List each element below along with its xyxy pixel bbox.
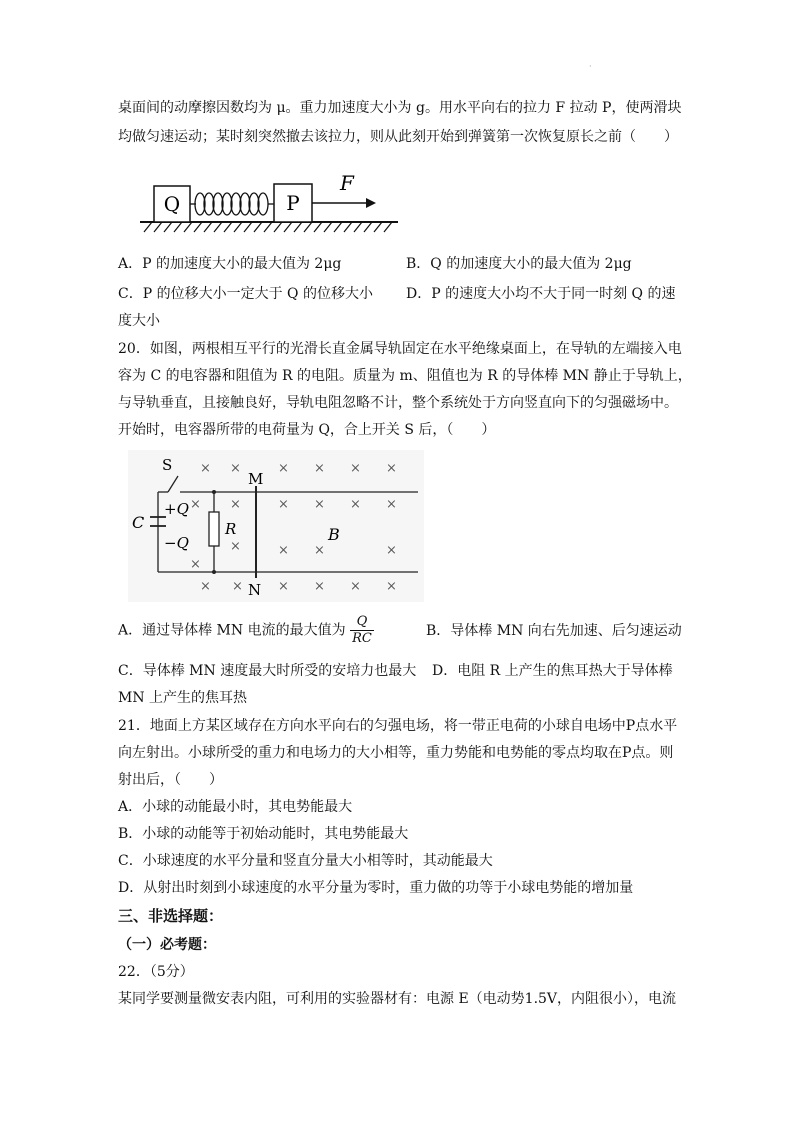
spring (190, 193, 274, 215)
svg-text:×: × (350, 497, 361, 512)
force-label: F (340, 172, 354, 195)
section-subtitle: （一）必考题： (118, 937, 216, 953)
q20-line4: 开始时，电容器所带的电荷量为 Q，合上开关 S 后，（ ） (118, 422, 496, 438)
page-mark: · (589, 62, 592, 71)
svg-text:×: × (190, 497, 201, 512)
svg-text:+Q: +Q (164, 500, 189, 518)
q20-line2: 容为 C 的电容器和阻值为 R 的电阻。质量为 m、阻值也为 R 的导体棒 MN 静止于导轨上， (118, 368, 692, 384)
svg-text:M: M (248, 470, 264, 488)
q20-option-b: B．导体棒 MN 向右先加速、后匀速运动 (426, 623, 682, 639)
q19-option-c: C．P 的位移大小一定大于 Q 的位移大小 (118, 286, 373, 302)
svg-text:×: × (278, 543, 289, 558)
svg-text:×: × (314, 579, 325, 594)
svg-text:×: × (200, 461, 211, 476)
q20-option-c: C．导体棒 MN 速度最大时所受的安培力也最大 (118, 663, 417, 679)
q22-heading: 22．（5分） (118, 964, 194, 980)
svg-text:×: × (314, 461, 325, 476)
q22-line1: 某同学要测量微安表内阻，可利用的实验器材有：电源 E（电动势1.5V，内阻很小），电流 (118, 991, 677, 1007)
q19-option-d-cont: 度大小 (118, 313, 160, 329)
svg-text:−Q: −Q (164, 534, 189, 552)
q21-line3: 射出后，（ ） (118, 772, 223, 788)
q19-option-b: B．Q 的加速度大小的最大值为 2μg (406, 256, 632, 272)
svg-text:×: × (230, 539, 241, 554)
fraction-q-over-rc: $\frac{Q}{RC}$ (352, 614, 372, 646)
q21-option-b: B．小球的动能等于初始动能时，其电势能最大 (118, 826, 409, 842)
svg-text:×: × (232, 579, 243, 594)
q19-option-d: D．P 的速度大小均不大于同一时刻 Q 的速 (406, 286, 676, 302)
svg-text:×: × (350, 461, 361, 476)
svg-text:N: N (248, 581, 262, 599)
svg-text:S: S (162, 456, 173, 474)
q20-option-d: D．电阻 R 上产生的焦耳热大于导体棒 (432, 663, 673, 679)
q20-line3: 与导轨垂直，且接触良好，导轨电阻忽略不计，整个系统处于方向竖直向下的匀强磁场中。 (118, 395, 678, 411)
q21-line1: 21．地面上方某区域存在方向水平向右的匀强电场，将一带正电荷的小球自电场中P点水平 (118, 718, 678, 734)
svg-text:R: R (225, 520, 237, 538)
q19-line1: 桌面间的动摩擦因数均为 μ。重力加速度大小为 g。用水平向右的拉力 F 拉动 P，使两滑块 (118, 100, 682, 116)
svg-text:×: × (190, 557, 201, 572)
svg-text:×: × (386, 461, 397, 476)
q20-option-d-cont: MN 上产生的焦耳热 (118, 690, 248, 706)
svg-text:B: B (328, 525, 340, 544)
svg-text:C: C (132, 513, 145, 532)
svg-text:×: × (278, 461, 289, 476)
svg-text:×: × (386, 579, 397, 594)
q19-figure (140, 172, 400, 242)
q20-option-a: A．通过导体棒 MN 电流的最大值为 $\frac{Q}{RC}$ (118, 614, 372, 646)
svg-text:×: × (350, 579, 361, 594)
q21-option-d: D．从射出时刻到小球速度的水平分量为零时，重力做的功等于小球电势能的增加量 (118, 880, 634, 896)
q19-option-a: A．P 的加速度大小的最大值为 2μg (118, 256, 342, 272)
q21-option-c: C．小球速度的水平分量和竖直分量大小相等时，其动能最大 (118, 853, 493, 869)
section-title: 三、非选择题： (118, 907, 224, 925)
svg-text:×: × (230, 497, 241, 512)
svg-text:×: × (230, 461, 241, 476)
block-p-label: P (286, 191, 300, 215)
q21-line2: 向左射出。小球所受的重力和电场力的大小相等，重力势能和电势能的零点均取在P点。则 (118, 745, 674, 761)
svg-text:×: × (278, 497, 289, 512)
svg-text:×: × (386, 497, 397, 512)
q20-figure (128, 450, 424, 602)
q19-line2: 均做匀速运动；某时刻突然撤去该拉力，则从此刻开始到弹簧第一次恢复原长之前（ ） (118, 129, 678, 145)
block-q-label: Q (163, 192, 181, 216)
svg-text:×: × (314, 497, 325, 512)
q21-option-a: A．小球的动能最小时，其电势能最大 (118, 799, 353, 815)
svg-text:×: × (200, 579, 211, 594)
q20-line1: 20．如图，两根相互平行的光滑长直金属导轨固定在水平绝缘桌面上，在导轨的左端接入电 (118, 341, 682, 357)
svg-text:×: × (314, 543, 325, 558)
svg-text:×: × (278, 579, 289, 594)
svg-text:×: × (386, 543, 397, 558)
